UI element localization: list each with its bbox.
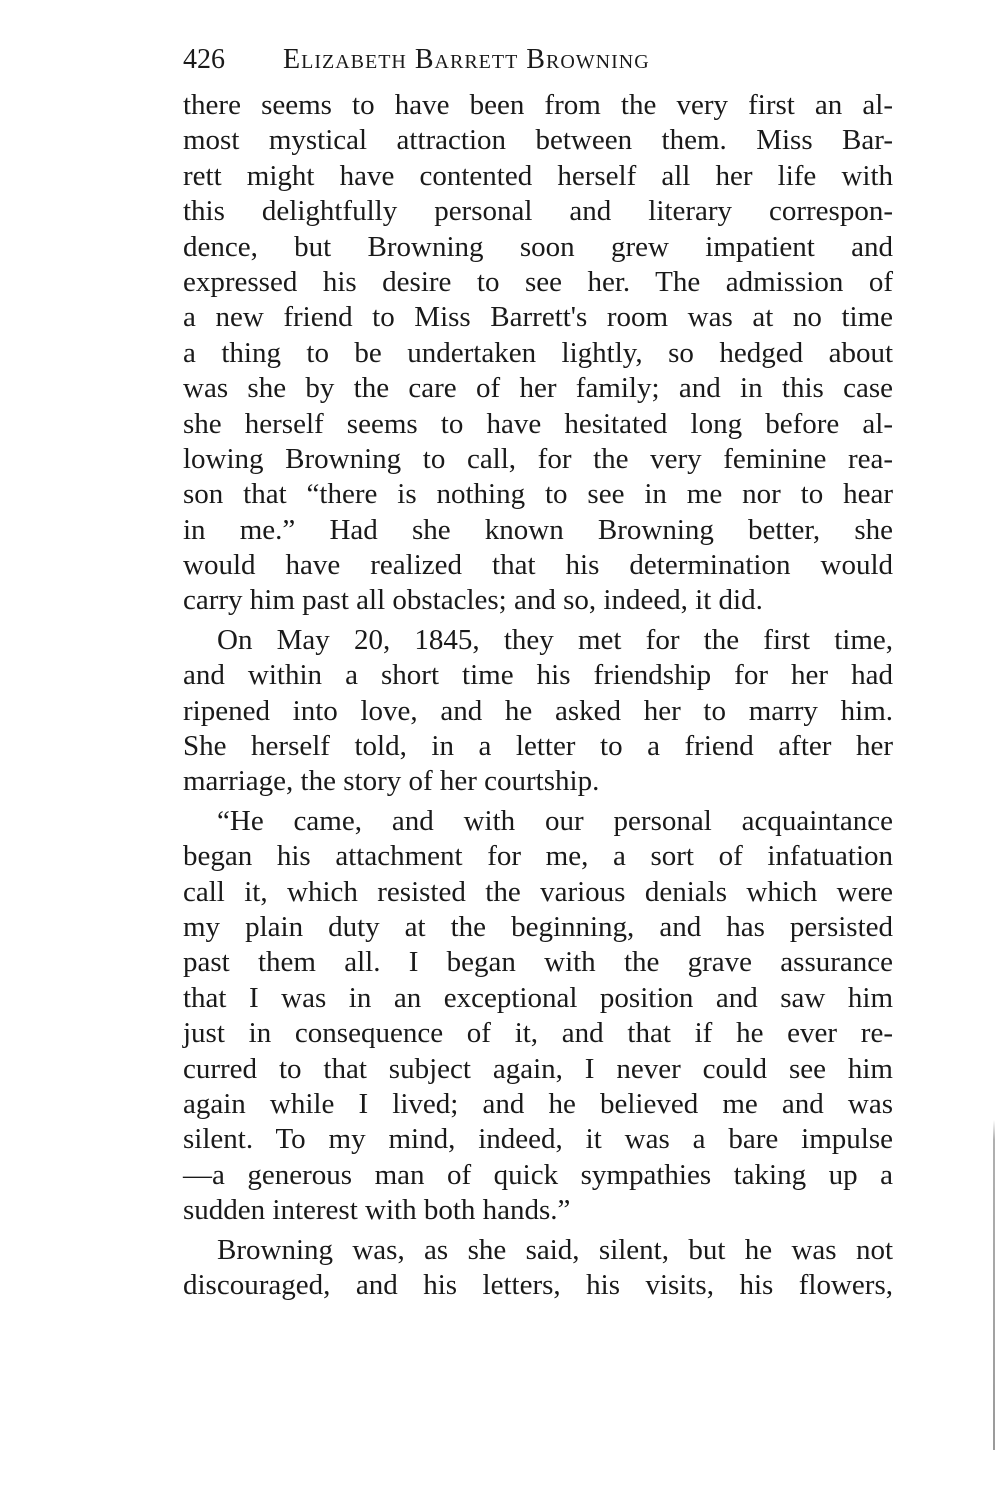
text-line: past them all. I began with the grave assurance xyxy=(183,946,893,979)
text-line: my plain duty at the beginning, and has persisted xyxy=(183,910,893,943)
text-line: ripened into love, and he asked her to marry him. xyxy=(183,694,893,727)
body-text xyxy=(183,88,893,1303)
text-line: was she by the care of her family; and in this case xyxy=(183,372,893,405)
page-number: 426 xyxy=(183,44,225,75)
text-line: again while I lived; and he believed me and was xyxy=(183,1087,893,1120)
text-line: sudden interest with both hands.” xyxy=(183,1194,571,1227)
text-line: silent. To my mind, indeed, it was a bare impulse xyxy=(183,1123,893,1156)
quote-first-line: “He came, and with our personal acquaintance xyxy=(217,804,893,837)
text-line: there seems to have been from the very first an al- xyxy=(183,89,893,121)
running-head: Elizabeth Barrett Browning xyxy=(283,44,650,75)
text-line: discouraged, and his letters, his visits, his flowers, xyxy=(183,1268,893,1301)
text-line: lowing Browning to call, for the very feminine rea- xyxy=(183,442,893,475)
text-line: that I was in an exceptional position and saw him xyxy=(183,981,893,1014)
paragraph-first-line: On May 20, 1845, they met for the first time, xyxy=(217,623,893,656)
text-line: carry him past all obstacles; and so, indeed, it did. xyxy=(183,584,763,617)
text-line: dence, but Browning soon grew impatient and xyxy=(183,230,893,263)
text-line: a new friend to Miss Barrett's room was at no time xyxy=(183,301,893,334)
text-line: curred to that subject again, I never could see him xyxy=(183,1052,893,1085)
text-line: this delightfully personal and literary correspon- xyxy=(183,195,893,228)
text-line: would have realized that his determination would xyxy=(183,549,893,582)
paragraph-first-line: Browning was, as she said, silent, but he was not xyxy=(217,1233,893,1266)
text-line: expressed his desire to see her. The admission of xyxy=(183,265,893,298)
text-line: She herself told, in a letter to a friend after her xyxy=(183,730,893,763)
text-line: call it, which resisted the various denials which were xyxy=(183,875,893,908)
text-line: and within a short time his friendship for her had xyxy=(183,659,893,692)
text-line: son that “there is nothing to see in me nor to hear xyxy=(183,478,893,511)
text-line: rett might have contented herself all her life with xyxy=(183,159,893,192)
text-line: marriage, the story of her courtship. xyxy=(183,765,600,798)
text-line: in me.” Had she known Browning better, she xyxy=(183,513,893,546)
text-line: most mystical attraction between them. Miss Bar- xyxy=(183,124,893,157)
scan-edge-mark xyxy=(993,1120,995,1450)
text-line: —a generous man of quick sympathies taking up a xyxy=(183,1158,893,1191)
text-line: a thing to be undertaken lightly, so hedged about xyxy=(183,336,893,369)
text-line: she herself seems to have hesitated long before al- xyxy=(183,407,893,440)
text-line: began his attachment for me, a sort of infatuation xyxy=(183,840,893,873)
text-line: just in consequence of it, and that if he ever re- xyxy=(183,1017,893,1050)
page-header xyxy=(183,40,893,80)
